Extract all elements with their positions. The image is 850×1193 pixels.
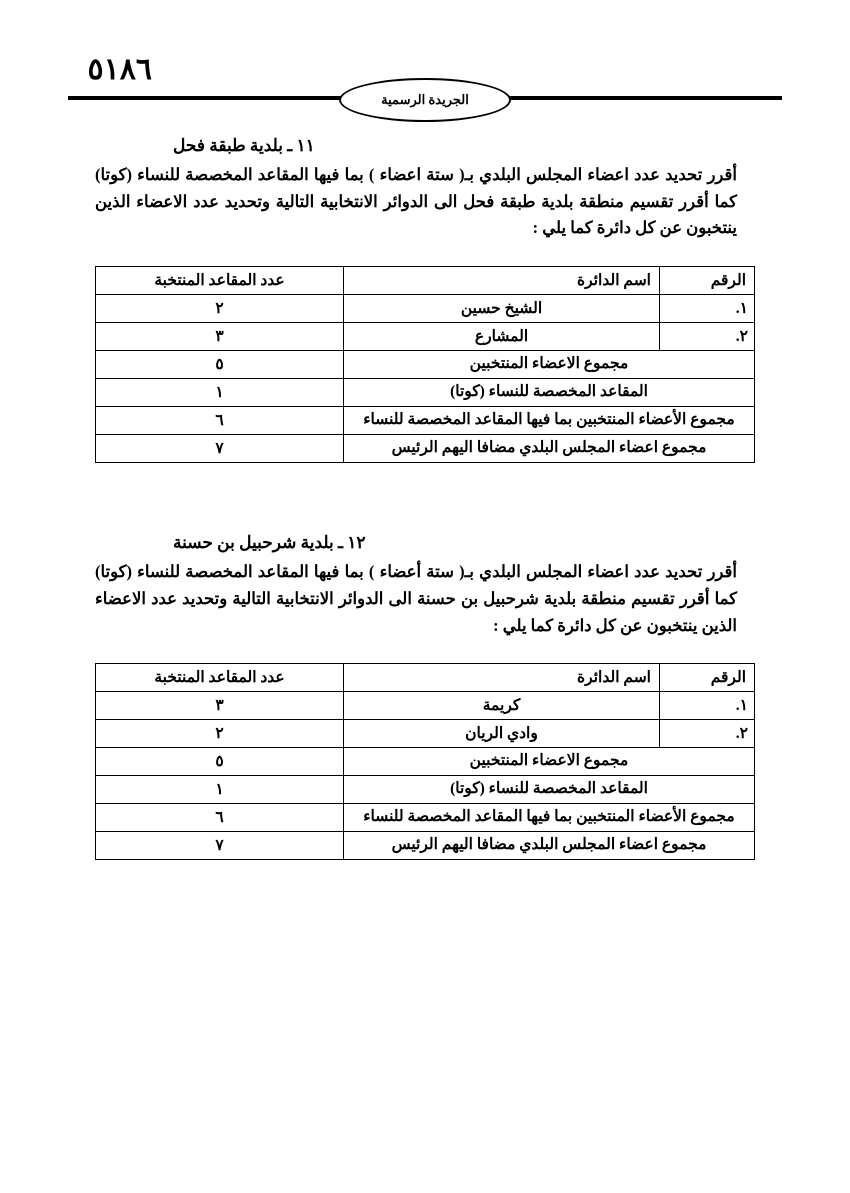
table-summary-row	[96, 804, 755, 832]
section-sharhabil-bin-hasneh	[95, 533, 755, 860]
summary-seats: ٧	[96, 435, 344, 463]
header-seats: عدد المقاعد المنتخبة	[96, 267, 344, 295]
summary-label: المقاعد المخصصة للنساء (كوتا)	[344, 379, 755, 407]
table-summary-row	[96, 351, 755, 379]
row-number: ٢.	[660, 720, 755, 748]
summary-seats: ١	[96, 776, 344, 804]
summary-seats: ٥	[96, 351, 344, 379]
table-row	[96, 692, 755, 720]
row-district: كريمة	[344, 692, 660, 720]
summary-label: مجموع الأعضاء المنتخبين بما فيها المقاعد المخصصة للنساء	[344, 804, 755, 832]
row-seats: ٢	[96, 295, 344, 323]
page-header	[68, 0, 782, 110]
table-summary-row	[96, 748, 755, 776]
table-row	[96, 720, 755, 748]
table-header-row	[96, 664, 755, 692]
summary-label: مجموع الأعضاء المنتخبين بما فيها المقاعد المخصصة للنساء	[344, 407, 755, 435]
summary-label: مجموع اعضاء المجلس البلدي مضافا اليهم الرئيس	[344, 832, 755, 860]
row-seats: ٣	[96, 692, 344, 720]
row-district: المشارع	[344, 323, 660, 351]
summary-seats: ٥	[96, 748, 344, 776]
row-district: وادي الريان	[344, 720, 660, 748]
table-header-row	[96, 267, 755, 295]
section-title: ١١ ـ بلدية طبقة فحل	[173, 136, 315, 155]
row-seats: ٣	[96, 323, 344, 351]
header-number: الرقم	[660, 664, 755, 692]
section-title: ١٢ ـ بلدية شرحبيل بن حسنة	[173, 533, 366, 553]
summary-seats: ٦	[96, 407, 344, 435]
header-district: اسم الدائرة	[344, 267, 660, 295]
section-paragraph: أقرر تحديد عدد اعضاء المجلس البلدي بـ( ستة أعضاء ) بما فيها المقاعد المخصصة للنساء (كوتا) كما أقرر تقسيم منطقة بلدية شرحبيل بن حسنة الى الدوائر الانتخابية التالية وتحديد عدد الاعضاء الذين ينتخبون عن كل دائرة كما يلي :	[95, 562, 737, 635]
summary-seats: ٧	[96, 832, 344, 860]
row-district: الشيخ حسين	[344, 295, 660, 323]
table-summary-row	[96, 435, 755, 463]
table-row	[96, 323, 755, 351]
section-paragraph: أقرر تحديد عدد اعضاء المجلس البلدي بـ( ستة اعضاء ) بما فيها المقاعد المخصصة للنساء (كوتا) كما أقرر تقسيم منطقة بلدية طبقة فحل الى الدوائر الانتخابية التالية وتحديد عدد الاعضاء الذين ينتخبون عن كل دائرة كما يلي :	[95, 165, 737, 238]
document-body	[95, 136, 755, 860]
table-summary-row	[96, 832, 755, 860]
summary-label: مجموع اعضاء المجلس البلدي مضافا اليهم الرئيس	[344, 435, 755, 463]
summary-label: مجموع الاعضاء المنتخبين	[344, 748, 755, 776]
row-number: ١.	[660, 692, 755, 720]
row-seats: ٢	[96, 720, 344, 748]
table-summary-row	[96, 407, 755, 435]
summary-label: مجموع الاعضاء المنتخبين	[344, 351, 755, 379]
row-number: ١.	[660, 295, 755, 323]
header-number: الرقم	[660, 267, 755, 295]
header-seats: عدد المقاعد المنتخبة	[96, 664, 344, 692]
gazette-badge: الجريدة الرسمية	[339, 78, 511, 122]
header-district: اسم الدائرة	[344, 664, 660, 692]
summary-seats: ١	[96, 379, 344, 407]
table-summary-row	[96, 776, 755, 804]
table-row	[96, 295, 755, 323]
summary-label: المقاعد المخصصة للنساء (كوتا)	[344, 776, 755, 804]
seats-table	[95, 663, 755, 860]
page-number: ٥١٨٦	[87, 53, 152, 86]
summary-seats: ٦	[96, 804, 344, 832]
table-summary-row	[96, 379, 755, 407]
seats-table	[95, 266, 755, 463]
row-number: ٢.	[660, 323, 755, 351]
section-tabqat-fahl	[95, 136, 755, 463]
